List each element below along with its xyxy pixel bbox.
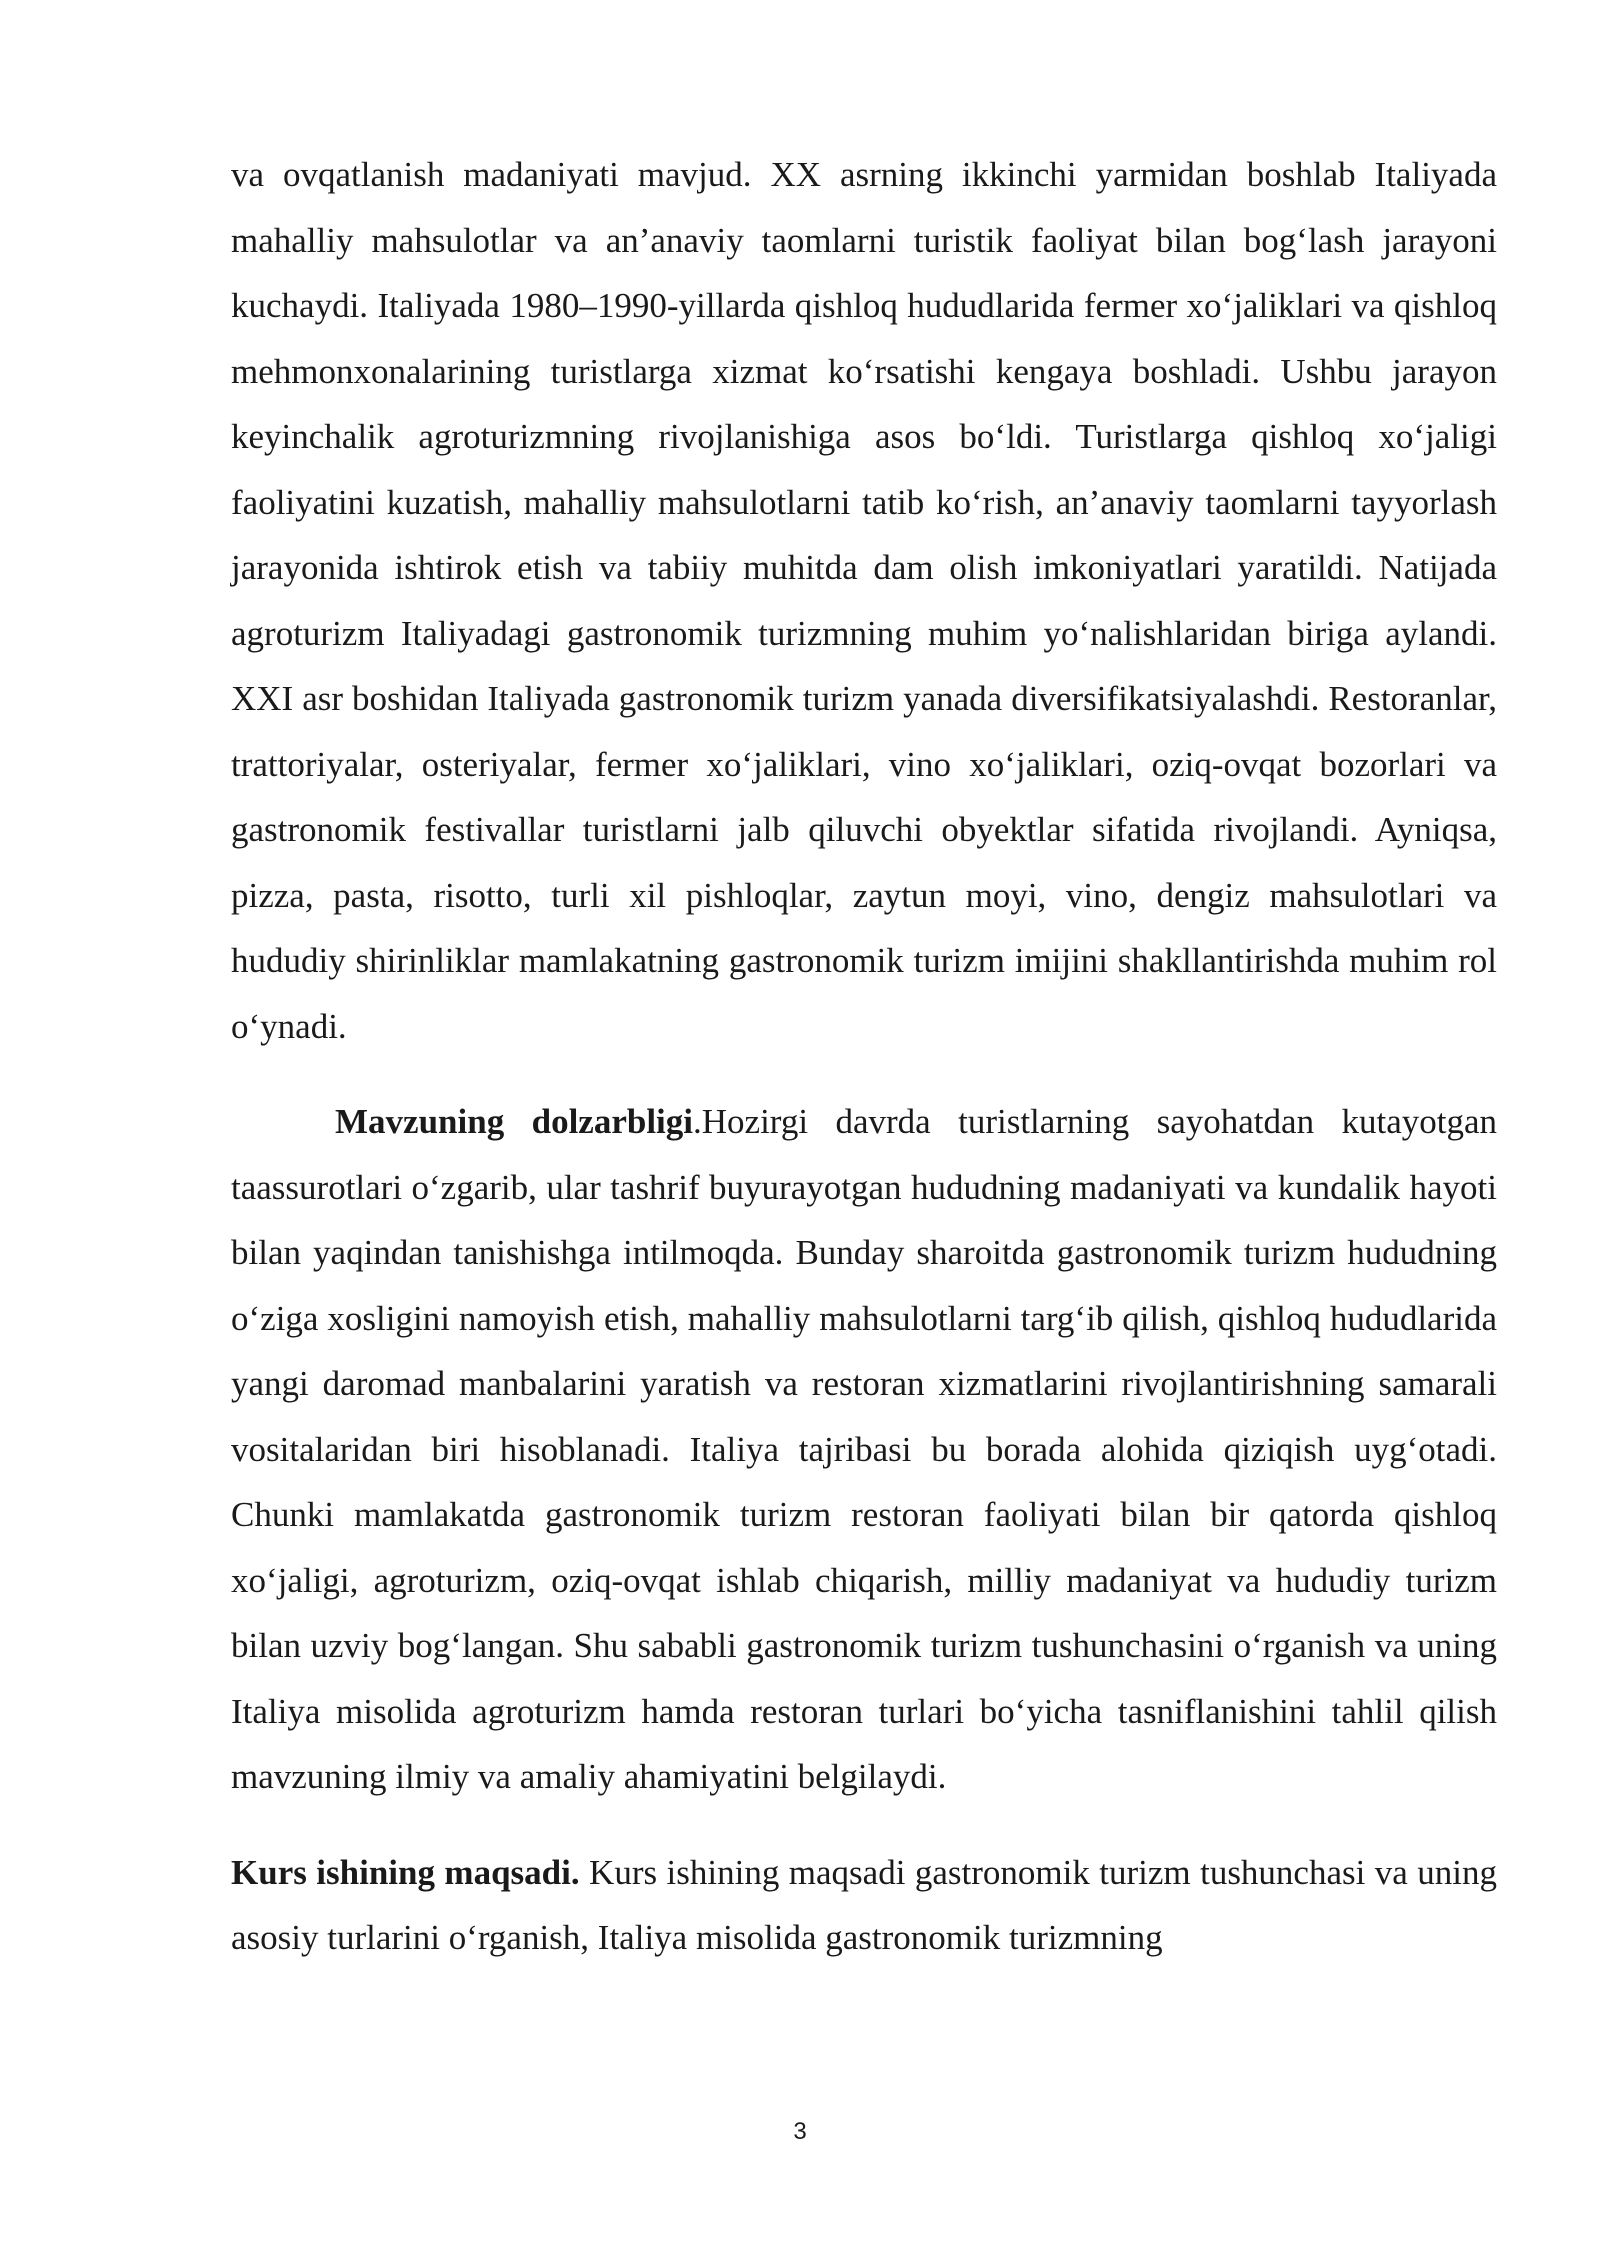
paragraph-goal [231,1840,1497,1971]
goal-heading: Kurs ishining maqsadi. [231,1852,580,1892]
relevance-text: .Hozirgi davrda turistlarning sayohatdan kutayotgan taassurotlari o‘zgarib, ular tashrif buyurayotgan hududning madaniyati va kundalik hayoti bilan yaqindan tanishishga intilmoqda. Bunday sharoitda gastronomik turizm hududning o‘ziga xosligini namoyish etish, mahalliy mahsulotlarni targ‘ib qilish, qishloq hududlarida yangi daromad manbalarini yaratish va restoran xizmatlarini rivojlantirishning samarali vositalaridan biri hisoblanadi. Italiya tajribasi bu borada alohida qiziqish uyg‘otadi. Chunki mamlakatda gastronomik turizm restoran faoliyati bilan bir qatorda qishloq xo‘jaligi, agroturizm, oziq-ovqat ishlab chiqarish, milliy madaniyat va hududiy turizm bilan uzviy bog‘langan. Shu sababli gastronomik turizm tushunchasini o‘rganish va uning Italiya misolida agroturizm hamda restoran turlari bo‘yicha tasniflanishini tahlil qilish mavzuning ilmiy va amaliy ahamiyatini belgilaydi. [231,1102,1497,1796]
paragraph-history [231,142,1497,1059]
goal-text: Kurs ishining maqsadi gastronomik turizm tushunchasi va uning asosiy turlarini o‘rganish, Italiya misolida gastronomik turizmning [231,1852,1497,1957]
page-body [231,142,1497,1971]
relevance-heading: Mavzuning dolzarbligi [335,1102,694,1141]
paragraph-relevance [231,1089,1497,1810]
page-number: 3 [793,2118,807,2145]
paragraph-history-text: va ovqatlanish madaniyati mavjud. XX asrning ikkinchi yarmidan boshlab Italiyada mahalliy mahsulotlar va an’anaviy taomlarni turistik faoliyat bilan bog‘lash jarayoni kuchaydi. Italiyada 1980–1990-yillarda qishloq hududlarida fermer xo‘jaliklari va qishloq mehmonxonalarining turistlarga xizmat ko‘rsatishi kengaya boshladi. Ushbu jarayon keyinchalik agroturizmning rivojlanishiga asos bo‘ldi. Turistlarga qishloq xo‘jaligi faoliyatini kuzatish, mahalliy mahsulotlarni tatib ko‘rish, an’anaviy taomlarni tayyorlash jarayonida ishtirok etish va tabiiy muhitda dam olish imkoniyatlari yaratildi. Natijada agroturizm Italiyadagi gastronomik turizmning muhim yo‘nalishlaridan biriga aylandi. XXI asr boshidan Italiyada gastronomik turizm yanada diversifikatsiyalashdi. Restoranlar, trattoriyalar, osteriyalar, fermer xo‘jaliklari, vino xo‘jaliklari, oziq-ovqat bozorlari va gastronomik festivallar turistlarni jalb qiluvchi obyektlar sifatida rivojlandi. Ayniqsa, pizza, pasta, risotto, turli xil pishloqlar, zaytun moyi, vino, dengiz mahsulotlari va hududiy shirinliklar mamlakatning gastronomik turizm imijini shakllantirishda muhim rol o‘ynadi. [231,155,1497,1046]
